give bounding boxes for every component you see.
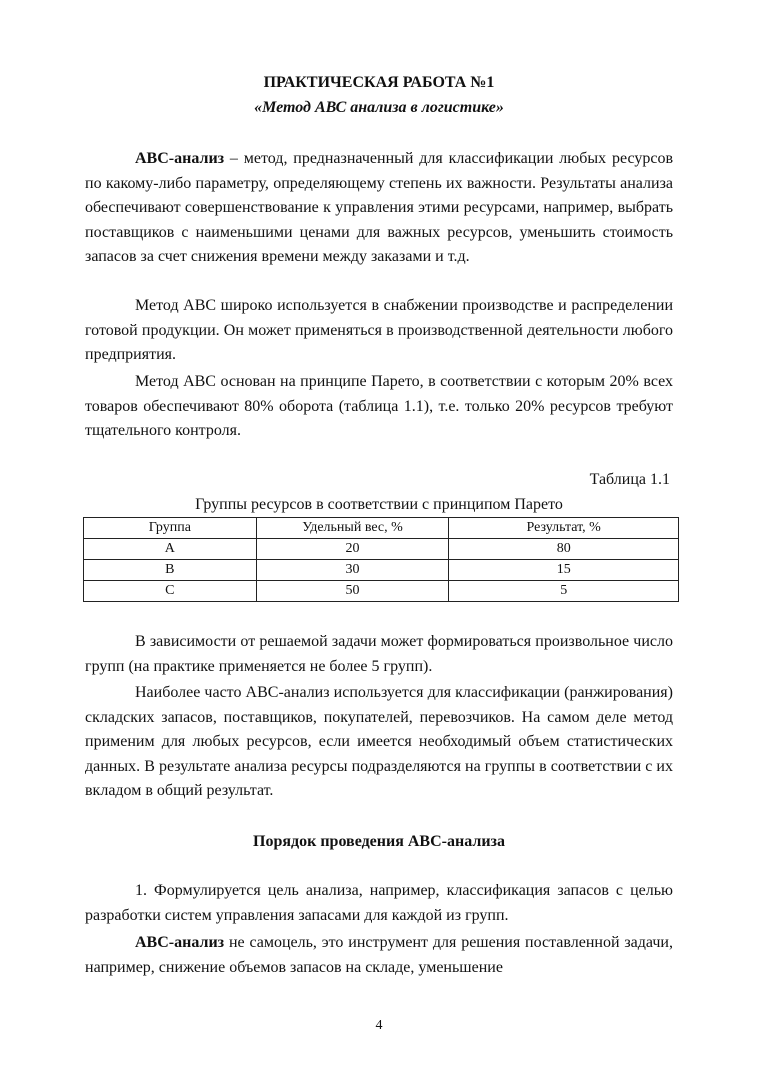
section-heading: Порядок проведения АВС-анализа — [253, 833, 505, 850]
page-number: 4 — [375, 1018, 383, 1033]
paragraph-7 — [85, 931, 673, 980]
table-caption: Группы ресурсов в соответствии с принципом Парето — [195, 496, 563, 513]
table-header-result: Результат, % — [449, 518, 679, 539]
document-subtitle: «Метод АВС анализа в логистике» — [254, 99, 504, 116]
paragraph-1 — [85, 147, 673, 270]
table-row — [84, 560, 679, 581]
table-cell: 15 — [449, 560, 679, 581]
paragraph-6: 1. Формулируется цель анализа, например, классификация запасов с целью разработки систем управления запасами для каждой из групп. — [85, 882, 673, 924]
paragraph-1-term: АВС-анализ — [135, 150, 225, 167]
table-row — [84, 581, 679, 602]
table-header-group: Группа — [84, 518, 257, 539]
table-header-row — [84, 518, 679, 539]
table-cell: A — [84, 539, 257, 560]
table-number: Таблица 1.1 — [589, 471, 670, 488]
table-cell: 30 — [256, 560, 449, 581]
paragraph-2: Метод АВС широко используется в снабжении производстве и распределении готовой продукции. Он может применяться в производственной деятельности любого предприятия. — [85, 297, 673, 363]
table-cell: C — [84, 581, 257, 602]
table-cell: 20 — [256, 539, 449, 560]
table-cell: 50 — [256, 581, 449, 602]
table-cell: 5 — [449, 581, 679, 602]
pareto-table — [83, 517, 679, 602]
paragraph-7-text: не самоцель, это инструмент для решения поставленной задачи, например, снижение объемов запасов на складе, уменьшение — [85, 934, 673, 976]
table-cell: B — [84, 560, 257, 581]
paragraph-7-term: АВС-анализ — [135, 934, 225, 951]
table-row — [84, 539, 679, 560]
paragraph-1-text: – метод, предназначенный для классификации любых ресурсов по какому-либо параметру, определяющему степень их важности. Результаты анализа обеспечивают совершенствование к управления этими ресурсами, например, выбрать поставщиков с наименьшими ценами для важных ресурсов, уменьшить стоимость запасов за счет снижения времени между заказами и т.д. — [85, 150, 673, 265]
paragraph-3: Метод АВС основан на принципе Парето, в соответствии с которым 20% всех товаров обеспечивают 80% оборота (таблица 1.1), т.е. только 20% ресурсов требуют тщательного контроля. — [85, 373, 673, 439]
document-title: ПРАКТИЧЕСКАЯ РАБОТА №1 — [263, 74, 495, 91]
table-header-weight: Удельный вес, % — [256, 518, 449, 539]
table-cell: 80 — [449, 539, 679, 560]
paragraph-4: В зависимости от решаемой задачи может формироваться произвольное число групп (на практике применяется не более 5 групп). — [85, 633, 673, 675]
paragraph-5: Наиболее часто АВС-анализ используется для классификации (ранжирования) складских запасов, поставщиков, покупателей, перевозчиков. На самом деле метод применим для любых ресурсов, если имеется необходимый объем статистических данных. В результате анализа ресурсы подразделяются на группы в соответствии с их вкладом в общий результат. — [85, 684, 673, 799]
